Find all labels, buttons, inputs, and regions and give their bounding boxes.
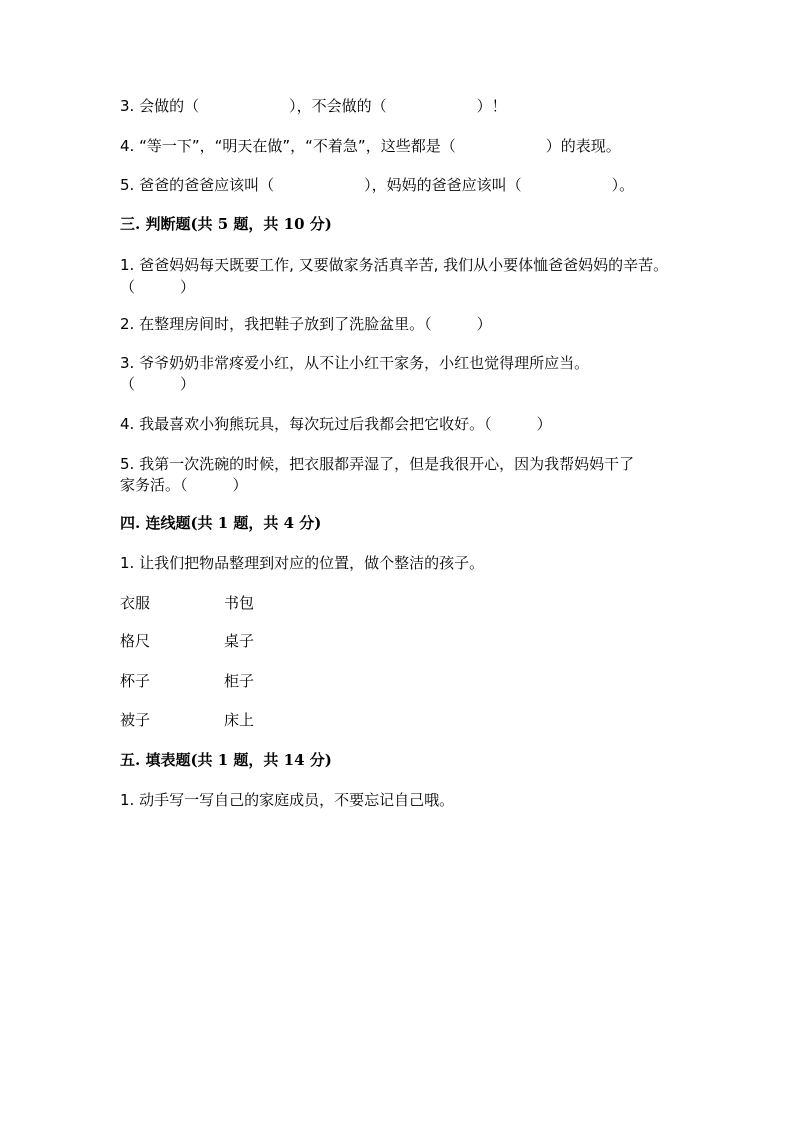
judge-q3-line2: （ ） [120,375,196,393]
judge-q2: 2. 在整理房间时，我把鞋子放到了洗脸盆里。（ ） [120,315,492,333]
match-right-item[interactable]: 书包 [224,594,255,612]
match-right-item[interactable]: 桌子 [224,632,255,650]
fill-blank-q4: 4. “等一下”，“明天在做”，“不着急”，这些都是（ ）的表现。 [120,137,621,155]
match-right-item[interactable]: 柜子 [224,672,255,690]
judge-q4: 4. 我最喜欢小狗熊玩具，每次玩过后我都会把它收好。（ ） [120,415,552,433]
judge-q5-line1: 5. 我第一次洗碗的时候，把衣服都弄湿了，但是我很开心，因为我帮妈妈干了 [120,455,635,473]
section-4-title: 四. 连线题(共 1 题，共 4 分) [120,514,322,532]
table-q1: 1. 动手写一写自己的家庭成员，不要忘记自己哦。 [120,791,455,809]
fill-blank-q5: 5. 爸爸的爸爸应该叫（ ），妈妈的爸爸应该叫（ ）。 [120,176,635,194]
match-left-item[interactable]: 格尺 [120,632,151,650]
match-left-item[interactable]: 被子 [120,711,151,729]
section-5-title: 五. 填表题(共 1 题，共 14 分) [120,751,332,769]
match-right-item[interactable]: 床上 [224,711,255,729]
judge-q1: 1. 爸爸妈妈每天既要工作, 又要做家务活真辛苦, 我们从小要体恤爸爸妈妈的辛苦。（ ） [120,256,669,296]
section-3-title: 三. 判断题(共 5 题，共 10 分) [120,215,332,233]
judge-q3-line1: 3. 爷爷奶奶非常疼爱小红，从不让小红干家务，小红也觉得理所应当。 [120,354,590,372]
fill-blank-q3: 3. 会做的（ ），不会做的（ ）！ [120,97,507,115]
match-left-item[interactable]: 杯子 [120,672,151,690]
match-q1: 1. 让我们把物品整理到对应的位置，做个整洁的孩子。 [120,554,485,572]
match-left-item[interactable]: 衣服 [120,594,151,612]
judge-q5-line2: 家务活。（ ） [120,476,248,494]
